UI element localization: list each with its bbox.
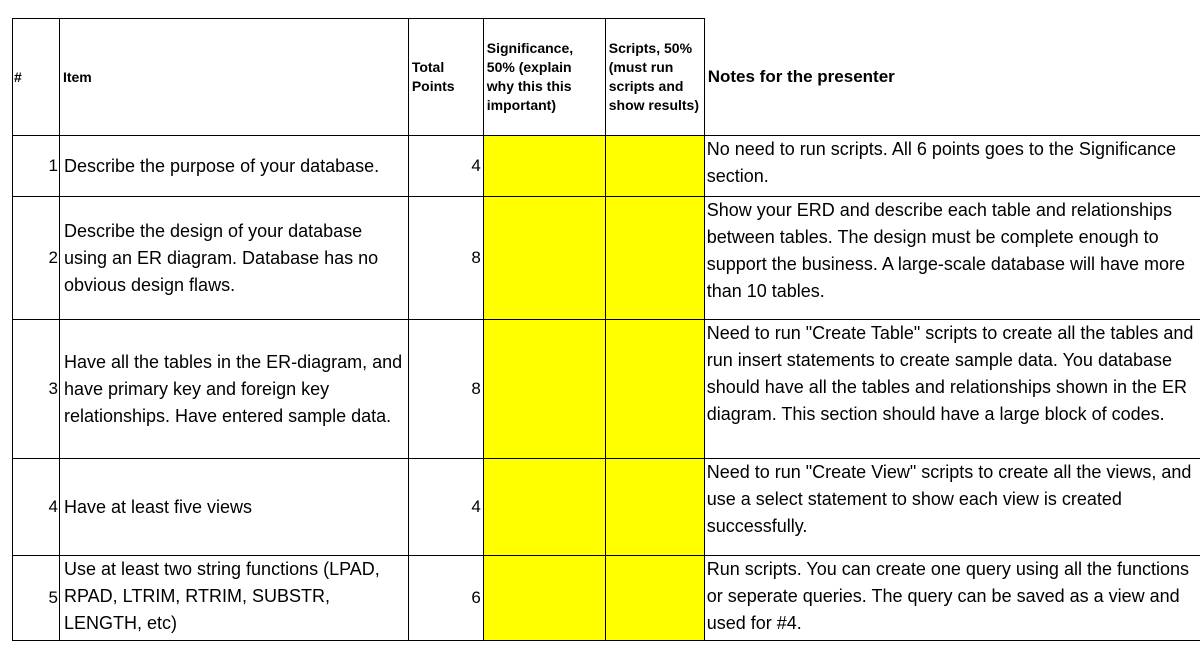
row-item: Have at least five views [59, 459, 408, 556]
table-row [13, 459, 1200, 556]
row-points: 8 [408, 197, 483, 320]
row-points: 4 [408, 459, 483, 556]
row-number: 3 [13, 320, 60, 459]
row-points: 6 [408, 556, 483, 641]
header-scripts: Scripts, 50% (must run scripts and show results) [605, 19, 704, 136]
grading-rubric-table [12, 18, 1200, 641]
header-notes: Notes for the presenter [704, 19, 1200, 136]
row-item: Use at least two string functions (LPAD, RPAD, LTRIM, RTRIM, SUBSTR, LENGTH, etc) [59, 556, 408, 641]
scripts-cell[interactable] [605, 136, 704, 197]
header-number: # [13, 19, 60, 136]
row-notes: No need to run scripts. All 6 points goes to the Significance section. [704, 136, 1200, 197]
row-item: Describe the purpose of your database. [59, 136, 408, 197]
header-row [13, 19, 1200, 136]
row-item: Describe the design of your database using an ER diagram. Database has no obvious design flaws. [59, 197, 408, 320]
header-significance: Significance, 50% (explain why this this important) [483, 19, 605, 136]
row-item: Have all the tables in the ER-diagram, and have primary key and foreign key relationships. Have entered sample data. [59, 320, 408, 459]
row-number: 5 [13, 556, 60, 641]
scripts-cell[interactable] [605, 197, 704, 320]
significance-cell[interactable] [483, 459, 605, 556]
significance-cell[interactable] [483, 320, 605, 459]
table-row [13, 136, 1200, 197]
row-points: 4 [408, 136, 483, 197]
table-row [13, 197, 1200, 320]
table-row [13, 320, 1200, 459]
scripts-cell[interactable] [605, 459, 704, 556]
header-item: Item [59, 19, 408, 136]
row-number: 1 [13, 136, 60, 197]
row-points: 8 [408, 320, 483, 459]
row-notes: Run scripts. You can create one query using all the functions or seperate queries. The query can be saved as a view and used for #4. [704, 556, 1200, 641]
row-notes: Show your ERD and describe each table and relationships between tables. The design must be complete enough to support the business. A large-scale database will have more than 10 tables. [704, 197, 1200, 320]
header-total-points: Total Points [408, 19, 483, 136]
row-notes: Need to run "Create View" scripts to create all the views, and use a select statement to show each view is created successfully. [704, 459, 1200, 556]
scripts-cell[interactable] [605, 320, 704, 459]
row-number: 4 [13, 459, 60, 556]
row-number: 2 [13, 197, 60, 320]
scripts-cell[interactable] [605, 556, 704, 641]
table-row [13, 556, 1200, 641]
significance-cell[interactable] [483, 556, 605, 641]
significance-cell[interactable] [483, 136, 605, 197]
significance-cell[interactable] [483, 197, 605, 320]
row-notes: Need to run "Create Table" scripts to create all the tables and run insert statements to create sample data. You database should have all the tables and relationships shown in the ER diagram. This section should have a large block of codes. [704, 320, 1200, 459]
